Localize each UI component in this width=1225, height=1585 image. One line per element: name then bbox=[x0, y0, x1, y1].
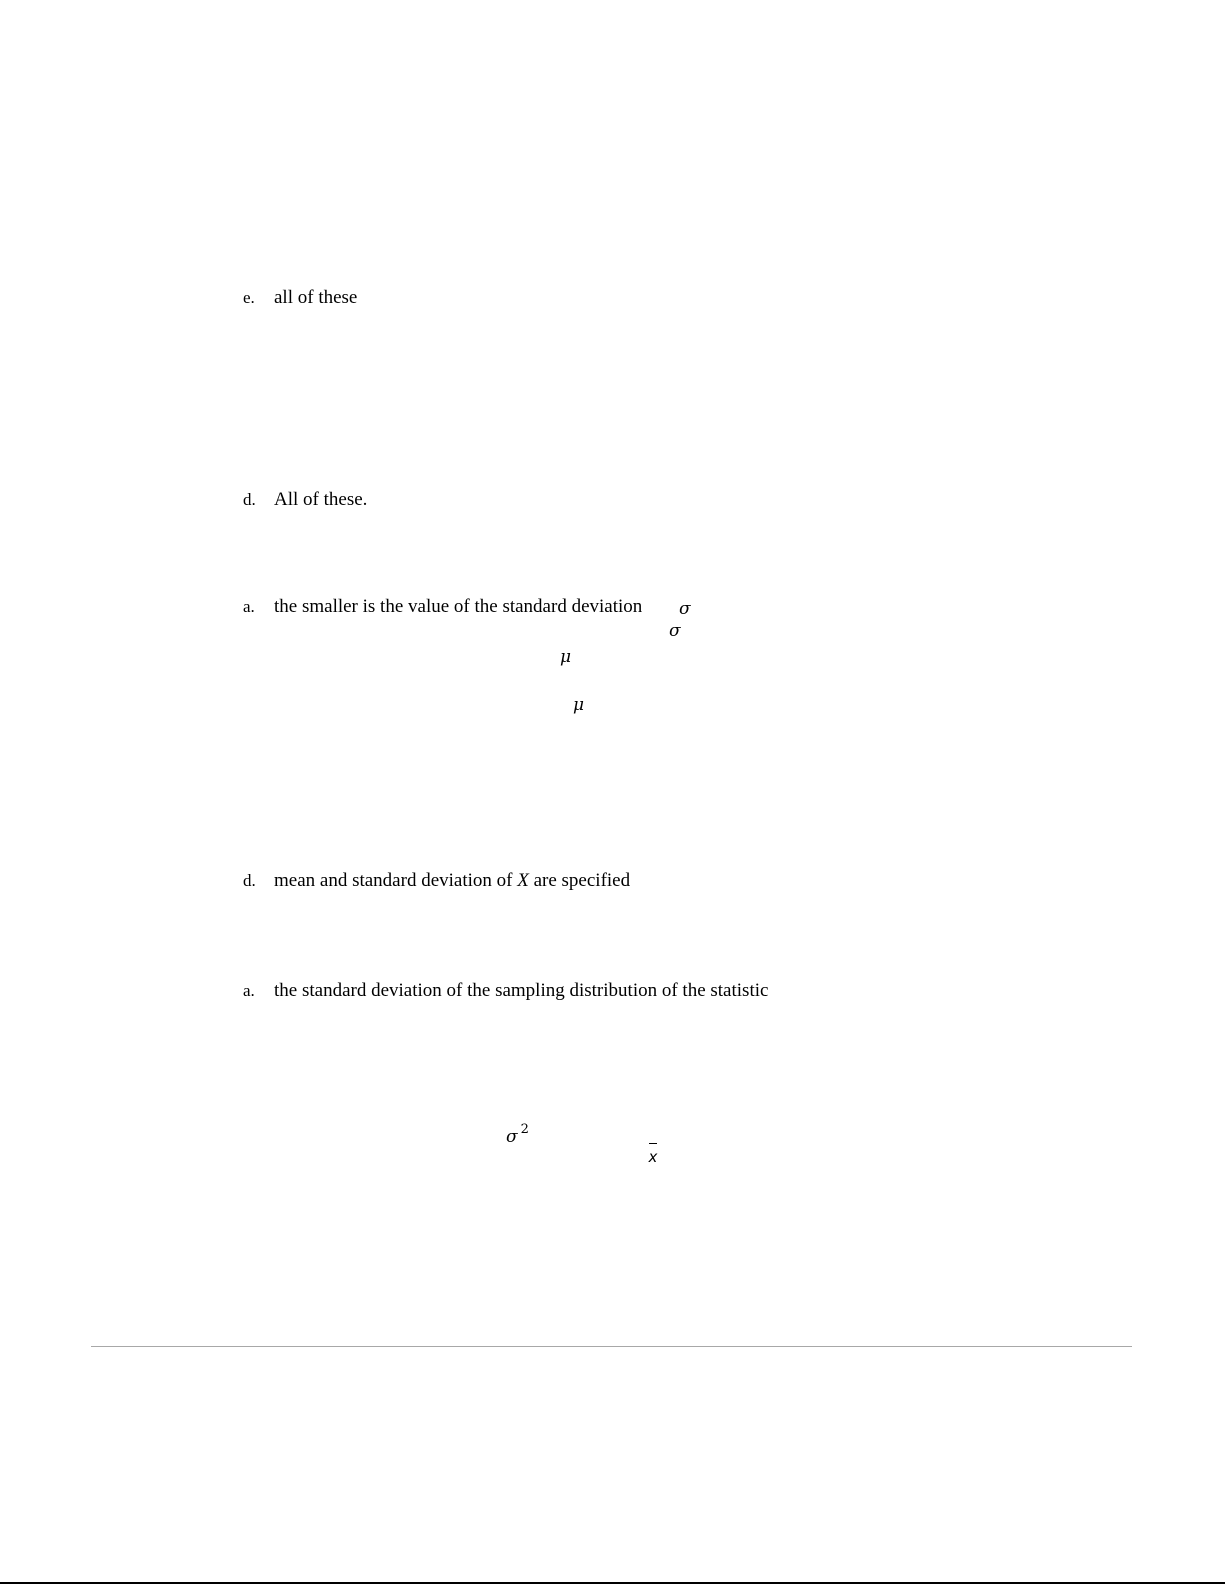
answer-choice-d bbox=[243, 870, 630, 892]
sigma-base: σ bbox=[506, 1127, 518, 1147]
sigma-symbol: σ bbox=[669, 621, 681, 641]
choice-text-before: mean and standard deviation of bbox=[274, 870, 513, 891]
sigma-symbol: σ bbox=[679, 599, 691, 619]
choice-letter: a. bbox=[243, 597, 255, 616]
x-bar-symbol bbox=[646, 1149, 660, 1165]
overbar bbox=[649, 1143, 657, 1144]
choice-letter: d. bbox=[243, 871, 256, 890]
choice-letter: e. bbox=[243, 288, 255, 307]
horizontal-divider bbox=[91, 1346, 1132, 1347]
choice-text: All of these. bbox=[274, 489, 368, 510]
variable-x: X bbox=[517, 870, 529, 891]
mu-symbol: μ bbox=[573, 695, 585, 715]
answer-choice-a bbox=[243, 980, 768, 1002]
choice-text: the smaller is the value of the standard deviation bbox=[274, 596, 643, 617]
page-bottom-border bbox=[0, 1582, 1225, 1584]
x-letter: x bbox=[648, 1148, 658, 1166]
answer-choice-d bbox=[243, 489, 367, 511]
choice-text: all of these bbox=[274, 287, 358, 308]
answer-choice-e bbox=[243, 287, 357, 309]
choice-letter: d. bbox=[243, 490, 256, 509]
choice-letter: a. bbox=[243, 981, 255, 1000]
choice-text-after: are specified bbox=[533, 870, 631, 891]
answer-choice-a bbox=[243, 596, 642, 618]
mu-symbol: μ bbox=[560, 647, 572, 667]
choice-text: the standard deviation of the sampling distribution of the statistic bbox=[274, 980, 769, 1001]
exponent-two: 2 bbox=[520, 1122, 529, 1137]
sigma-squared-symbol bbox=[506, 1121, 529, 1146]
